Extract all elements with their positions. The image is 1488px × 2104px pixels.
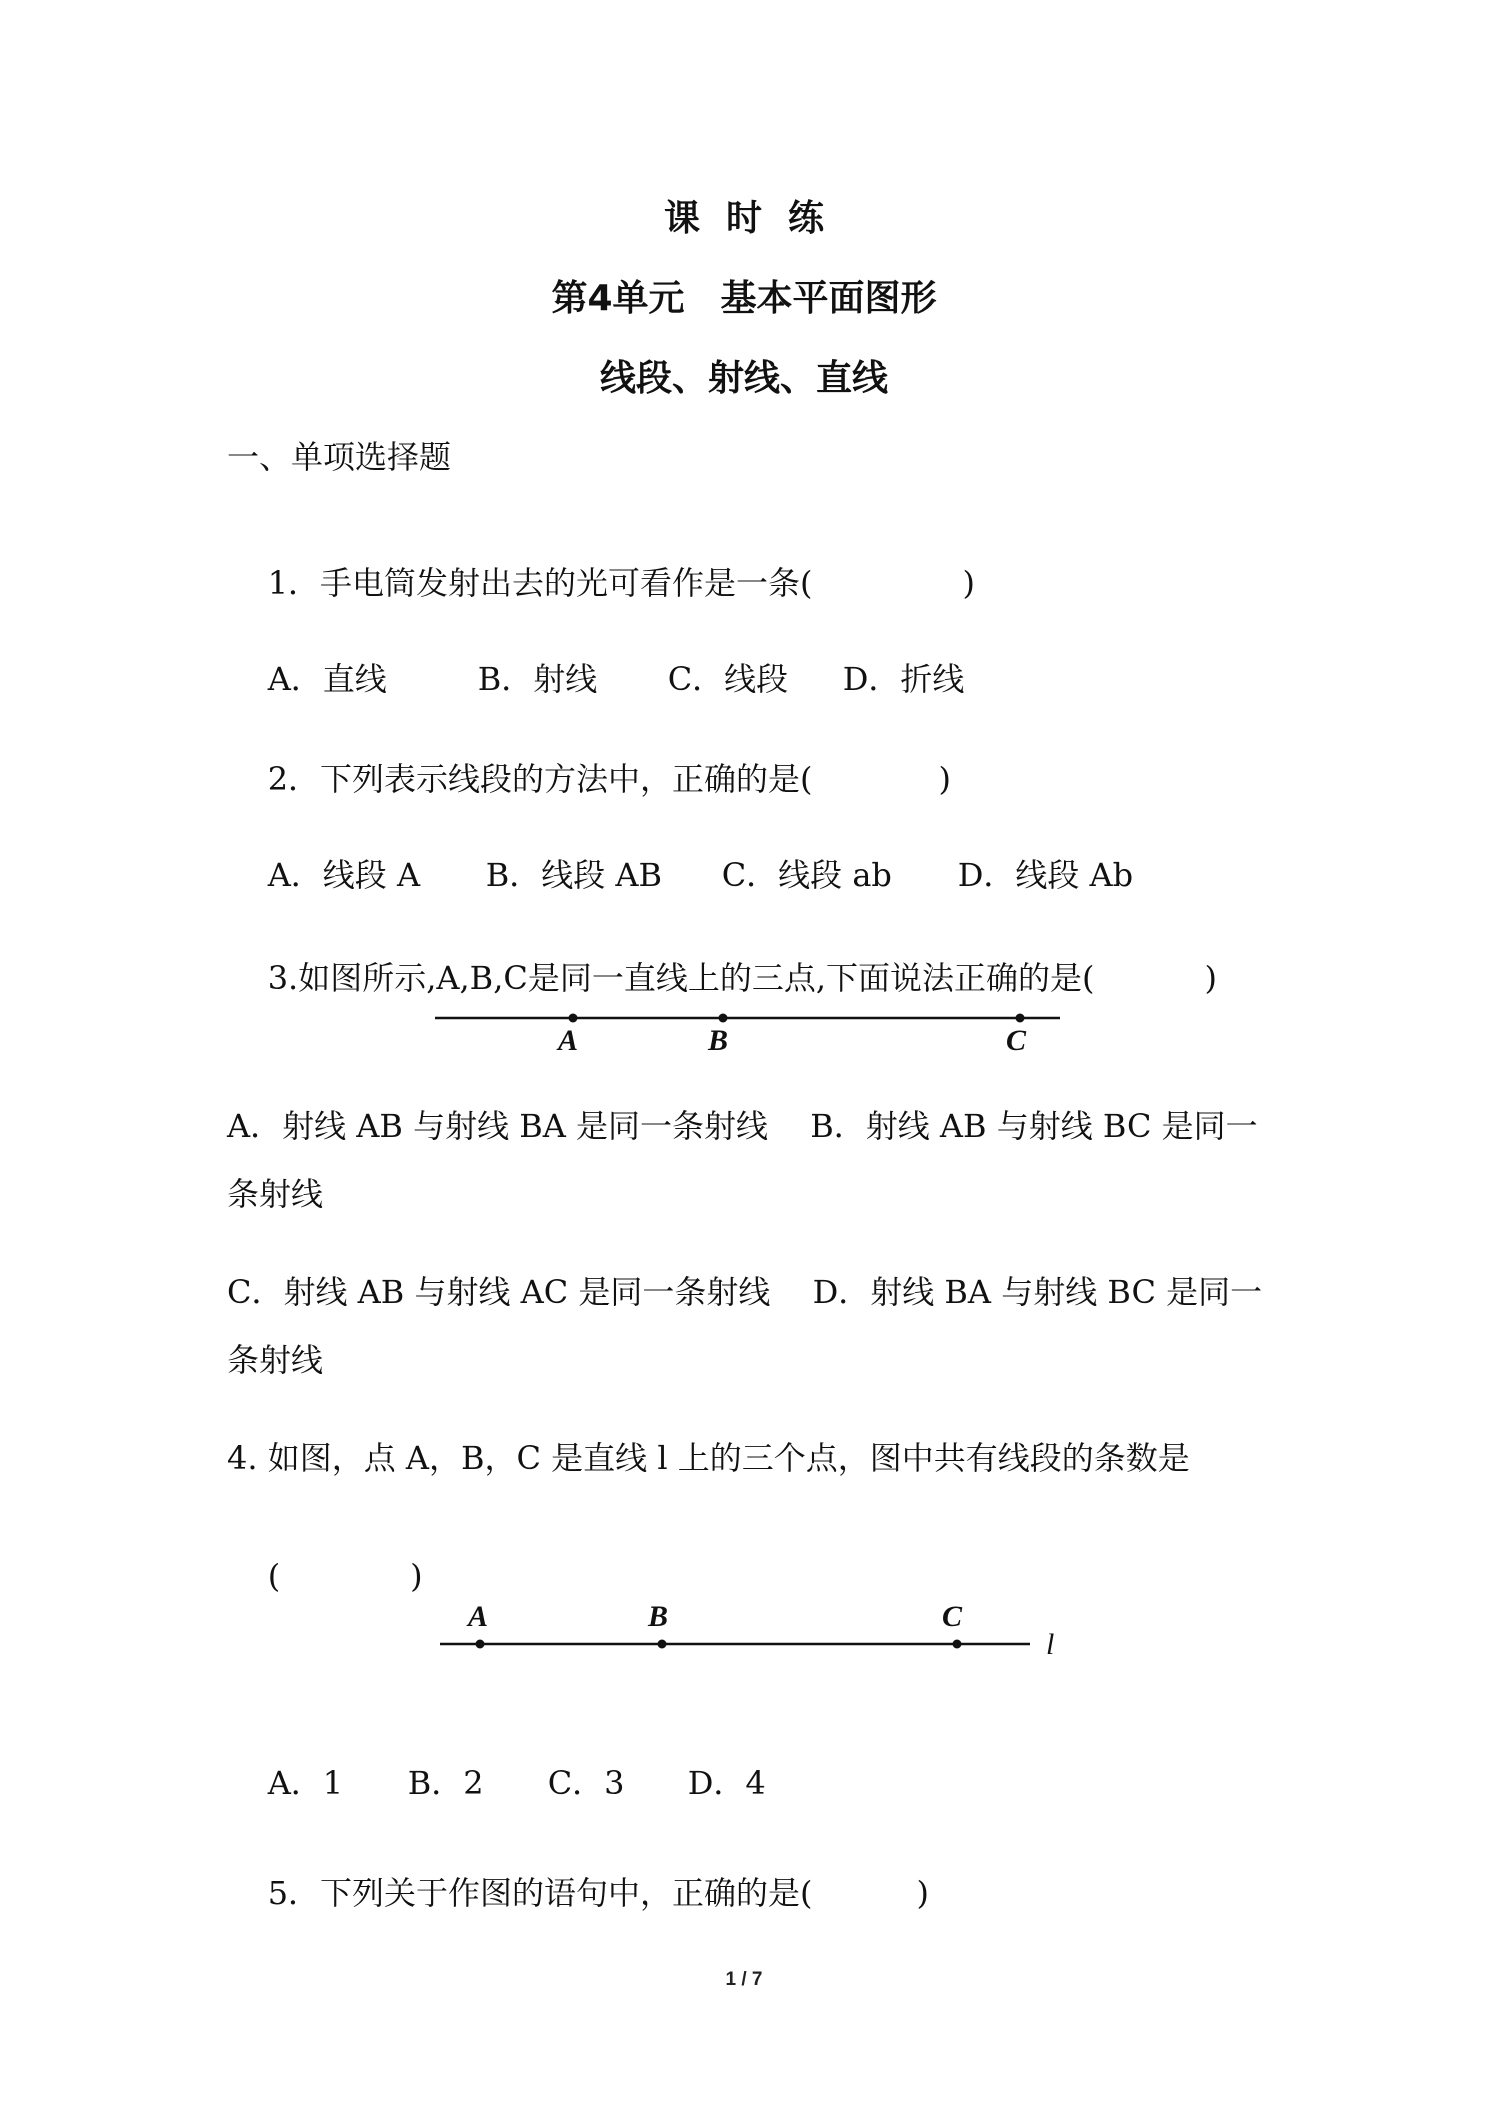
label-l: l	[1046, 1628, 1055, 1661]
question-3-option-line-3: C．射线 AB 与射线 AC 是同一条射线 D．射线 BA 与射线 BC 是同一	[227, 1273, 1263, 1311]
question-4-blank-line	[227, 1501, 423, 1651]
blank-close: )	[410, 1557, 423, 1595]
question-2-text: 2．下列表示线段的方法中，正确的是(	[267, 760, 813, 798]
document-title: 课时练	[663, 198, 850, 239]
option-c: C．线段	[667, 660, 789, 698]
label-a: A	[558, 1024, 579, 1057]
question-3-option-line-4: 条射线	[227, 1341, 324, 1379]
figure-3-line-diagram	[430, 1000, 1070, 1060]
option-c: C．3	[547, 1764, 625, 1802]
question-1-text: 1．手电筒发射出去的光可看作是一条(	[267, 564, 813, 602]
option-d: D．折线	[842, 660, 965, 698]
blank-close: )	[938, 760, 952, 798]
point-a	[569, 1014, 578, 1023]
option-a: A．1	[267, 1764, 344, 1802]
page-indicator: 1 / 7	[725, 1969, 763, 1990]
option-a: A．线段 A	[267, 856, 421, 894]
question-5-text: 5．下列关于作图的语句中，正确的是(	[267, 1874, 813, 1912]
figure-4-line-diagram	[430, 1590, 1090, 1660]
point-a	[476, 1640, 485, 1649]
option-a: A．直线	[267, 660, 387, 698]
point-b	[658, 1640, 667, 1649]
point-c	[953, 1640, 962, 1649]
label-c: C	[1006, 1024, 1027, 1057]
point-b	[719, 1014, 728, 1023]
point-c	[1016, 1014, 1025, 1023]
option-c: C．线段 ab	[721, 856, 892, 894]
question-4-stem: 4. 如图，点 A，B，C 是直线 l 上的三个点，图中共有线段的条数是	[227, 1439, 1190, 1477]
blank-close: )	[962, 564, 976, 602]
question-5-stem	[227, 1818, 929, 1968]
label-b: B	[648, 1600, 669, 1633]
question-3-option-line-1: A．射线 AB 与射线 BA 是同一条射线 B．射线 AB 与射线 BC 是同一	[227, 1107, 1258, 1145]
option-d: D．4	[687, 1764, 766, 1802]
label-c: C	[942, 1600, 963, 1633]
question-3-option-line-2: 条射线	[227, 1175, 324, 1213]
label-a: A	[468, 1600, 489, 1633]
question-3-text: 3.如图所示,A,B,C是同一直线上的三点,下面说法正确的是(	[267, 959, 1095, 997]
blank-open: (	[267, 1557, 281, 1595]
option-b: B．2	[407, 1764, 484, 1802]
lesson-title: 线段、射线、直线	[599, 358, 888, 399]
option-b: B．线段 AB	[485, 856, 663, 894]
section-heading: 一、单项选择题	[227, 438, 452, 476]
label-b: B	[708, 1024, 729, 1057]
blank-close: )	[916, 1874, 930, 1912]
option-d: D．线段 Ab	[957, 856, 1134, 894]
blank-close: )	[1204, 959, 1217, 997]
unit-title: 第4单元 基本平面图形	[551, 278, 937, 319]
option-b: B．射线	[477, 660, 598, 698]
